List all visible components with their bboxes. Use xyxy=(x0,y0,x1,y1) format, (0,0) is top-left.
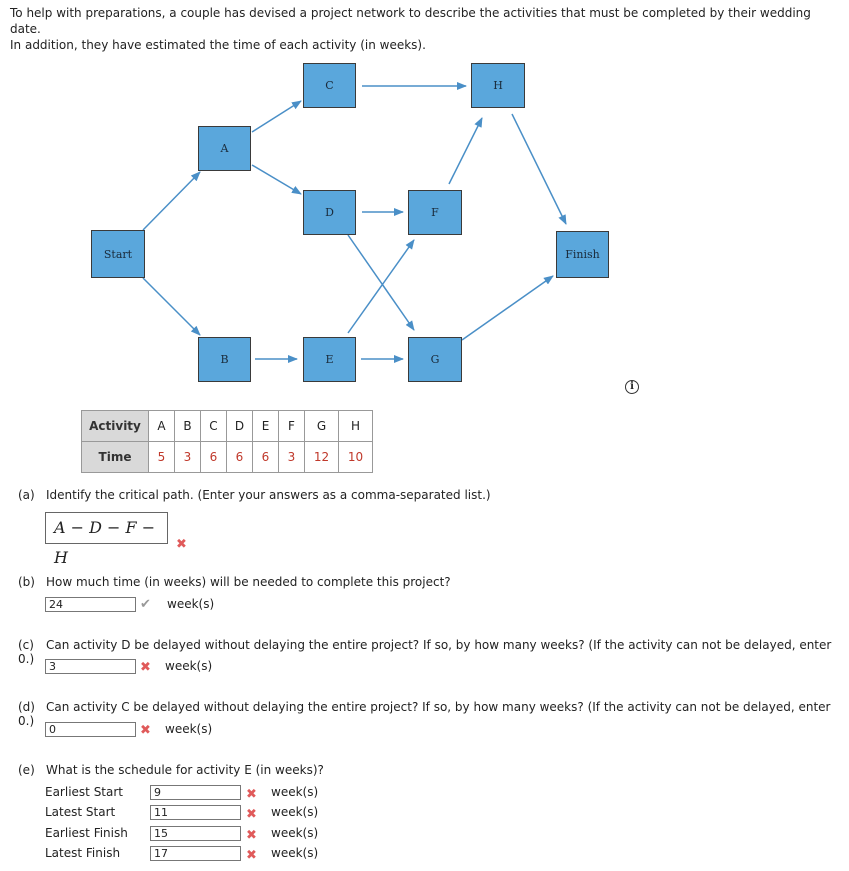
latest-start-label: Latest Start xyxy=(45,805,116,819)
total-time-input[interactable]: 24 xyxy=(45,597,136,612)
question-d-text: Can activity C be delayed without delaying the entire project? If so, by how many weeks? (If the activity can not be delayed, enter 0.) xyxy=(18,700,831,728)
table-cell: C xyxy=(201,411,227,442)
wrong-mark-icon: ✖ xyxy=(246,848,257,863)
arrow-h-finish xyxy=(512,114,566,224)
node-h: H xyxy=(471,63,525,108)
unit-label: week(s) xyxy=(271,805,319,819)
wrong-mark-icon: ✖ xyxy=(246,807,257,822)
table-cell: 5 xyxy=(149,442,175,473)
table-cell: F xyxy=(279,411,305,442)
unit-label: week(s) xyxy=(167,597,215,611)
table-cell: 6 xyxy=(253,442,279,473)
intro-line-1: To help with preparations, a couple has devised a project network to describe the activities that must be completed by their wedding date. xyxy=(10,6,811,36)
table-cell: D xyxy=(227,411,253,442)
table-cell: A xyxy=(149,411,175,442)
question-c-text: Can activity D be delayed without delaying the entire project? If so, by how many weeks? (If the activity can not be delayed, enter 0.) xyxy=(18,638,832,666)
wrong-mark-icon: ✖ xyxy=(140,723,151,738)
table-cell: E xyxy=(253,411,279,442)
earliest-start-input[interactable]: 9 xyxy=(150,785,241,800)
critical-path-answer-input[interactable]: A − D − F − H xyxy=(45,512,168,544)
question-a-label: (a) xyxy=(18,488,35,502)
table-cell: B xyxy=(175,411,201,442)
unit-label: week(s) xyxy=(271,846,319,860)
latest-finish-input[interactable]: 17 xyxy=(150,846,241,861)
table-cell: 6 xyxy=(201,442,227,473)
table-header-activity: Activity xyxy=(82,411,149,442)
arrow-g-finish xyxy=(462,276,553,340)
arrow-start-a xyxy=(143,172,200,230)
unit-label: week(s) xyxy=(165,722,213,736)
intro-line-2: In addition, they have estimated the time of each activity (in weeks). xyxy=(10,38,426,52)
arrow-f-h xyxy=(449,118,482,184)
question-b xyxy=(18,575,451,589)
table-cell: 3 xyxy=(279,442,305,473)
question-c-label: (c) xyxy=(18,638,34,652)
earliest-start-label: Earliest Start xyxy=(45,785,124,799)
unit-label: week(s) xyxy=(271,785,319,799)
node-finish: Finish xyxy=(556,231,609,278)
wrong-mark-icon: ✖ xyxy=(176,537,187,552)
earliest-finish-label: Earliest Finish xyxy=(45,826,128,840)
question-b-label: (b) xyxy=(18,575,35,589)
question-e xyxy=(18,763,324,777)
arrow-e-f xyxy=(348,240,414,333)
node-e: E xyxy=(303,337,356,382)
latest-start-input[interactable]: 11 xyxy=(150,805,241,820)
question-d-label: (d) xyxy=(18,700,35,714)
question-e-text: What is the schedule for activity E (in weeks)? xyxy=(46,763,324,777)
info-icon[interactable]: i xyxy=(625,380,639,394)
node-a: A xyxy=(198,126,251,171)
wrong-mark-icon: ✖ xyxy=(246,787,257,802)
table-cell: G xyxy=(305,411,339,442)
wrong-mark-icon: ✖ xyxy=(246,828,257,843)
node-c: C xyxy=(303,63,356,108)
question-a-text: Identify the critical path. (Enter your answers as a comma-separated list.) xyxy=(46,488,491,502)
table-header-time: Time xyxy=(82,442,149,473)
question-b-text: How much time (in weeks) will be needed to complete this project? xyxy=(46,575,451,589)
earliest-finish-input[interactable]: 15 xyxy=(150,826,241,841)
wrong-mark-icon: ✖ xyxy=(140,660,151,675)
activity-d-delay-input[interactable]: 3 xyxy=(45,659,136,674)
question-e-label: (e) xyxy=(18,763,35,777)
node-b: B xyxy=(198,337,251,382)
unit-label: week(s) xyxy=(165,659,213,673)
node-f: F xyxy=(408,190,462,235)
latest-finish-label: Latest Finish xyxy=(45,846,121,860)
table-cell: 10 xyxy=(339,442,373,473)
table-cell: 3 xyxy=(175,442,201,473)
activity-c-delay-input[interactable]: 0 xyxy=(45,722,136,737)
question-a xyxy=(18,488,491,502)
node-g: G xyxy=(408,337,462,382)
unit-label: week(s) xyxy=(271,826,319,840)
node-start: Start xyxy=(91,230,145,278)
arrow-start-b xyxy=(143,278,200,335)
correct-mark-icon: ✔ xyxy=(140,597,151,612)
arrow-a-d xyxy=(252,165,301,194)
table-row-activity xyxy=(82,411,373,442)
arrow-a-c xyxy=(252,101,301,132)
table-cell: 6 xyxy=(227,442,253,473)
arrow-d-g xyxy=(348,235,414,330)
table-cell: H xyxy=(339,411,373,442)
table-cell: 12 xyxy=(305,442,339,473)
activity-time-table xyxy=(81,410,373,473)
node-d: D xyxy=(303,190,356,235)
table-row-time xyxy=(82,442,373,473)
